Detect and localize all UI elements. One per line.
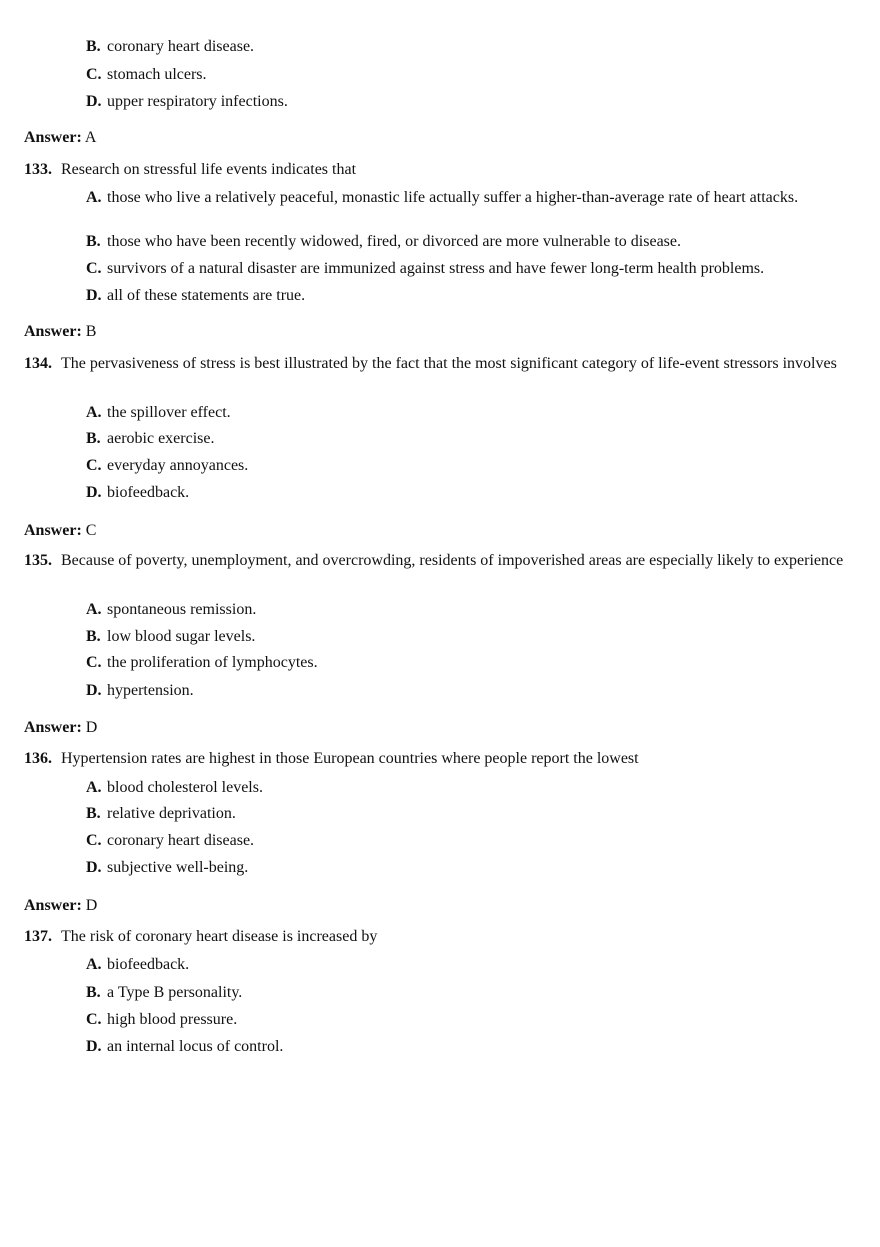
- question-number: 134.: [24, 355, 52, 372]
- question-number: 137.: [24, 928, 52, 945]
- option-letter: B.: [86, 628, 101, 645]
- option-137-c: [86, 1011, 846, 1029]
- option-text: the proliferation of lymphocytes.: [107, 654, 318, 671]
- question-text: Research on stressful life events indicates that: [61, 161, 357, 178]
- answer-label: Answer:: [24, 522, 82, 539]
- option-text: the spillover effect.: [107, 404, 231, 421]
- option-letter: A.: [86, 601, 102, 618]
- answer-133: [24, 322, 96, 342]
- answer-label: Answer:: [24, 129, 82, 146]
- option-letter: C.: [86, 1011, 102, 1028]
- answer-value: B: [85, 323, 97, 340]
- option-text: stomach ulcers.: [107, 66, 207, 83]
- option-letter: B.: [86, 233, 101, 250]
- answer-label: Answer:: [24, 323, 82, 340]
- option-136-b: [86, 805, 846, 823]
- option-text: relative deprivation.: [107, 805, 236, 822]
- option-text: biofeedback.: [107, 484, 190, 501]
- option-text: subjective well-being.: [107, 859, 249, 876]
- option-letter: B.: [86, 38, 101, 55]
- answer-value: D: [85, 897, 98, 914]
- option-136-c: [86, 832, 846, 850]
- option-letter: A.: [86, 189, 102, 206]
- option-letter: C.: [86, 66, 102, 83]
- option-134-c: [86, 457, 846, 475]
- option-letter: D.: [86, 287, 102, 304]
- option-letter: D.: [86, 93, 102, 110]
- option-134-a: [86, 404, 846, 422]
- answer-value: D: [85, 719, 98, 736]
- option-133-c: [86, 260, 846, 278]
- option-letter: D.: [86, 682, 102, 699]
- option-letter: B.: [86, 430, 101, 447]
- answer-132: [24, 128, 96, 148]
- question-135: [24, 551, 850, 571]
- option-text: everyday annoyances.: [107, 457, 249, 474]
- option-text: coronary heart disease.: [107, 832, 255, 849]
- option-letter: A.: [86, 779, 102, 796]
- answer-136: [24, 896, 97, 916]
- option-137-d: [86, 1038, 846, 1056]
- option-134-d: [86, 484, 846, 502]
- answer-label: Answer:: [24, 719, 82, 736]
- option-132-b: [86, 38, 846, 56]
- question-text: Because of poverty, unemployment, and overcrowding, residents of impoverished areas are especially likely to experience: [61, 552, 844, 569]
- option-text: an internal locus of control.: [107, 1038, 284, 1055]
- option-text: those who live a relatively peaceful, monastic life actually suffer a higher-than-average rate of heart attacks.: [107, 189, 799, 206]
- question-133: [24, 160, 850, 180]
- option-137-b: [86, 984, 846, 1002]
- option-letter: B.: [86, 984, 101, 1001]
- option-letter: C.: [86, 260, 102, 277]
- option-text: a Type B personality.: [107, 984, 243, 1001]
- option-letter: B.: [86, 805, 101, 822]
- option-letter: C.: [86, 654, 102, 671]
- option-135-a: [86, 601, 846, 619]
- question-134: [24, 354, 850, 374]
- question-text: The risk of coronary heart disease is increased by: [61, 928, 378, 945]
- question-text: The pervasiveness of stress is best illustrated by the fact that the most significant category of life-event stressors involves: [61, 355, 837, 372]
- option-133-b: [86, 233, 846, 251]
- option-text: coronary heart disease.: [107, 38, 255, 55]
- question-137: [24, 927, 850, 947]
- option-136-a: [86, 779, 846, 797]
- answer-134: [24, 521, 96, 541]
- option-letter: C.: [86, 457, 102, 474]
- answer-value: C: [85, 522, 97, 539]
- question-number: 135.: [24, 552, 52, 569]
- answer-label: Answer:: [24, 897, 82, 914]
- option-text: spontaneous remission.: [107, 601, 257, 618]
- option-text: all of these statements are true.: [107, 287, 306, 304]
- option-text: biofeedback.: [107, 956, 190, 973]
- question-number: 133.: [24, 161, 52, 178]
- option-135-d: [86, 682, 846, 700]
- option-134-b: [86, 430, 846, 448]
- option-letter: D.: [86, 859, 102, 876]
- option-133-a: [86, 189, 846, 207]
- option-135-c: [86, 654, 846, 672]
- option-letter: A.: [86, 956, 102, 973]
- option-letter: A.: [86, 404, 102, 421]
- answer-135: [24, 718, 97, 738]
- option-137-a: [86, 956, 846, 974]
- option-letter: D.: [86, 1038, 102, 1055]
- question-text: Hypertension rates are highest in those European countries where people report the lowest: [61, 750, 639, 767]
- option-text: blood cholesterol levels.: [107, 779, 263, 796]
- question-number: 136.: [24, 750, 52, 767]
- option-text: upper respiratory infections.: [107, 93, 288, 110]
- option-text: hypertension.: [107, 682, 194, 699]
- option-136-d: [86, 859, 846, 877]
- option-135-b: [86, 628, 846, 646]
- option-text: survivors of a natural disaster are immunized against stress and have fewer long-term health problems.: [107, 260, 765, 277]
- option-text: high blood pressure.: [107, 1011, 238, 1028]
- option-133-d: [86, 287, 846, 305]
- question-136: [24, 749, 850, 769]
- option-text: those who have been recently widowed, fired, or divorced are more vulnerable to disease.: [107, 233, 681, 250]
- answer-value: A: [84, 129, 97, 146]
- option-text: low blood sugar levels.: [107, 628, 256, 645]
- option-132-d: [86, 93, 846, 111]
- option-text: aerobic exercise.: [107, 430, 215, 447]
- option-letter: C.: [86, 832, 102, 849]
- option-132-c: [86, 66, 846, 84]
- option-letter: D.: [86, 484, 102, 501]
